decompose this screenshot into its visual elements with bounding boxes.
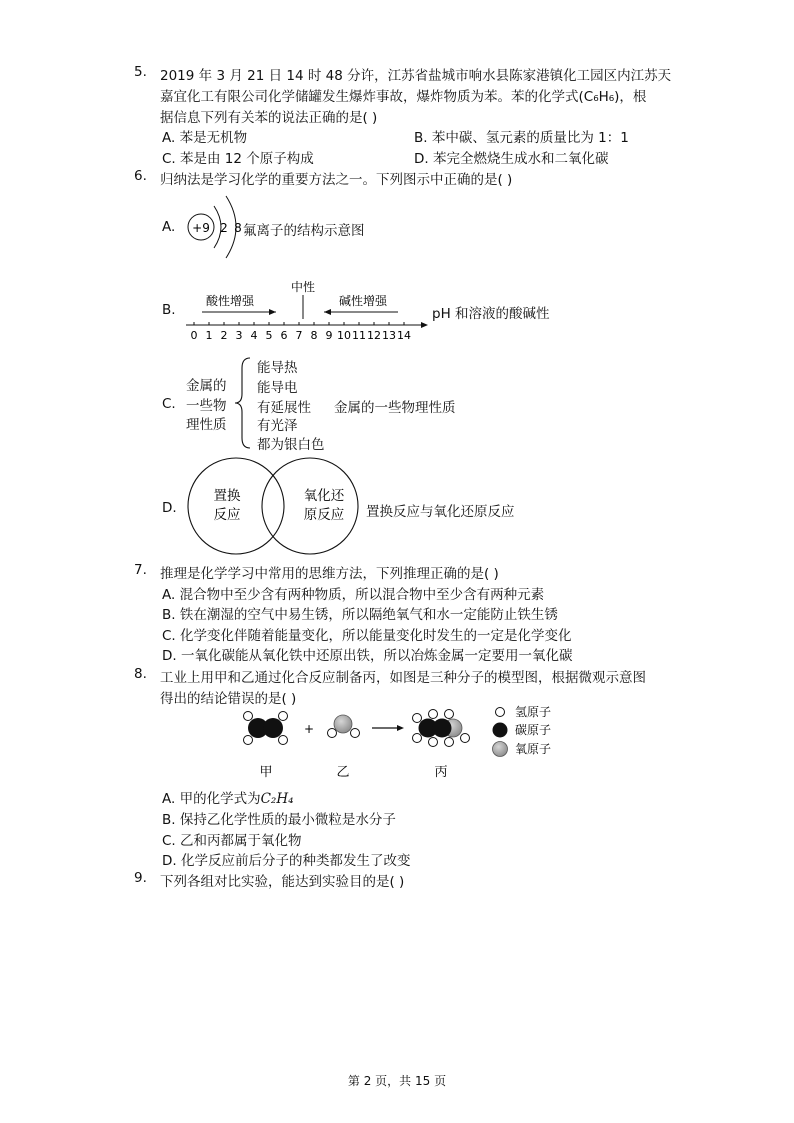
q6-option-a-caption: 氟离子的结构示意图 — [243, 223, 365, 239]
metal-label-3: 理性质 — [186, 417, 227, 433]
molecule-bing — [413, 710, 470, 747]
q5-stem-line1: 2019 年 3 月 21 日 14 时 48 分许，江苏省盐城市响水县陈家港镇化工园区内江苏天 — [160, 68, 672, 84]
venn-diagram — [184, 456, 364, 556]
molecule-jia — [244, 712, 288, 745]
q8-option-b: B. 保持乙化学性质的最小微粒是水分子 — [162, 812, 396, 828]
ph-tick-label: 8 — [310, 329, 318, 342]
ph-tick-label: 13 — [382, 329, 396, 342]
plus-sign: + — [303, 722, 315, 736]
q8-option-a-formula: C₂H₄ — [260, 791, 294, 807]
q7-stem: 推理是化学学习中常用的思维方法，下列推理正确的是( ) — [160, 566, 499, 582]
venn-left-line1: 置换 — [213, 488, 241, 504]
label-yi: 乙 — [336, 765, 350, 780]
q6-option-d-caption: 置换反应与氧化还原反应 — [366, 504, 515, 520]
ph-tick-label: 12 — [367, 329, 381, 342]
nucleus-charge: +9 — [192, 221, 210, 235]
q6-option-b-letter: B. — [162, 302, 176, 318]
label-jia: 甲 — [259, 765, 273, 780]
q7-option-b: B. 铁在潮湿的空气中易生锈，所以隔绝氧气和水一定能防止铁生锈 — [162, 607, 558, 623]
q5-option-c: C. 苯是由 12 个原子构成 — [162, 151, 314, 167]
ph-tick-label: 2 — [220, 329, 228, 342]
ph-tick-label: 7 — [295, 329, 303, 342]
venn-left-line2: 反应 — [213, 507, 241, 523]
venn-right-line1: 氧化还 — [303, 488, 345, 504]
q5-option-d: D. 苯完全燃烧生成水和二氧化碳 — [414, 151, 609, 167]
q6-option-d-letter: D. — [162, 500, 177, 516]
q9-stem: 下列各组对比实验，能达到实验目的是( ) — [160, 874, 405, 890]
legend-carbon: 碳原子 — [515, 723, 552, 737]
ph-scale-diagram — [180, 275, 430, 347]
q8-stem-line2: 得出的结论错误的是( ) — [160, 691, 297, 707]
q6-option-c-caption: 金属的一些物理性质 — [334, 400, 456, 416]
property-item-4: 有光泽 — [257, 418, 298, 434]
metal-label-1: 金属的 — [186, 378, 227, 394]
base-label: 碱性增强 — [338, 294, 388, 308]
q6-option-b-caption: pH 和溶液的酸碱性 — [432, 306, 550, 322]
q7-option-d: D. 一氧化碳能从氧化铁中还原出铁，所以冶炼金属一定要用一氧化碳 — [162, 648, 573, 664]
q5-option-b: B. 苯中碳、氢元素的质量比为 1：1 — [414, 130, 629, 146]
shell-1-electrons: 2 — [220, 221, 228, 235]
property-item-3: 有延展性 — [257, 400, 311, 416]
ph-tick-label: 10 — [337, 329, 351, 342]
property-item-5: 都为银白色 — [257, 437, 325, 453]
legend-oxygen-swatch — [493, 742, 508, 757]
q6-option-a-letter: A. — [162, 219, 176, 235]
ph-tick-label: 6 — [280, 329, 288, 342]
property-item-2: 能导电 — [257, 380, 298, 396]
q6-stem: 归纳法是学习化学的重要方法之一。下列图示中正确的是( ) — [160, 172, 513, 188]
q6-number: 6. — [134, 168, 147, 184]
metal-label-2: 一些物 — [186, 398, 227, 414]
ph-tick-label: 5 — [265, 329, 273, 342]
q5-stem-line2: 嘉宜化工有限公司化学储罐发生爆炸事故，爆炸物质为苯。苯的化学式(C₆H₆)，根 — [160, 89, 647, 105]
ph-tick-label: 0 — [190, 329, 198, 342]
label-bing: 丙 — [434, 765, 448, 780]
ph-tick-label: 9 — [325, 329, 333, 342]
curly-brace — [232, 356, 254, 450]
q7-option-a: A. 混合物中至少含有两种物质，所以混合物中至少含有两种元素 — [162, 587, 545, 603]
ph-tick-label: 3 — [235, 329, 243, 342]
q8-option-a-prefix: A. 甲的化学式为 — [162, 791, 261, 807]
q9-number: 9. — [134, 870, 147, 886]
q5-option-a: A. 苯是无机物 — [162, 130, 248, 146]
ph-tick-label: 11 — [352, 329, 366, 342]
fluoride-ion-diagram — [180, 190, 250, 266]
q5-stem-line3: 据信息下列有关苯的说法正确的是( ) — [160, 110, 378, 126]
venn-right-line2: 原反应 — [303, 507, 345, 523]
q7-option-c: C. 化学变化伴随着能量变化，所以能量变化时发生的一定是化学变化 — [162, 628, 572, 644]
q6-option-c-letter: C. — [162, 396, 176, 412]
q8-number: 8. — [134, 666, 147, 682]
ph-tick-label: 14 — [397, 329, 411, 342]
legend-hydrogen: 氢原子 — [515, 705, 552, 719]
q8-option-c: C. 乙和丙都属于氧化物 — [162, 833, 302, 849]
q5-number: 5. — [134, 64, 147, 80]
legend-carbon-swatch — [493, 723, 508, 738]
ph-tick-label: 1 — [205, 329, 213, 342]
molecule-yi — [328, 715, 360, 738]
ph-tick-label: 4 — [250, 329, 258, 342]
legend-oxygen: 氧原子 — [515, 742, 552, 756]
property-item-1: 能导热 — [257, 360, 298, 376]
q8-option-d: D. 化学反应前后分子的种类都发生了改变 — [162, 853, 411, 869]
acid-label: 酸性增强 — [205, 294, 255, 308]
q7-number: 7. — [134, 562, 147, 578]
shell-2-electrons: 8 — [234, 221, 242, 235]
legend-hydrogen-swatch — [496, 708, 505, 717]
q8-stem-line1: 工业上用甲和乙通过化合反应制备丙，如图是三种分子的模型图，根据微观示意图 — [160, 670, 646, 686]
neutral-label: 中性 — [290, 280, 316, 294]
q8-option-a — [162, 787, 294, 807]
page-footer: 第 2 页，共 15 页 — [347, 1074, 447, 1088]
molecule-model-diagram — [236, 700, 566, 790]
